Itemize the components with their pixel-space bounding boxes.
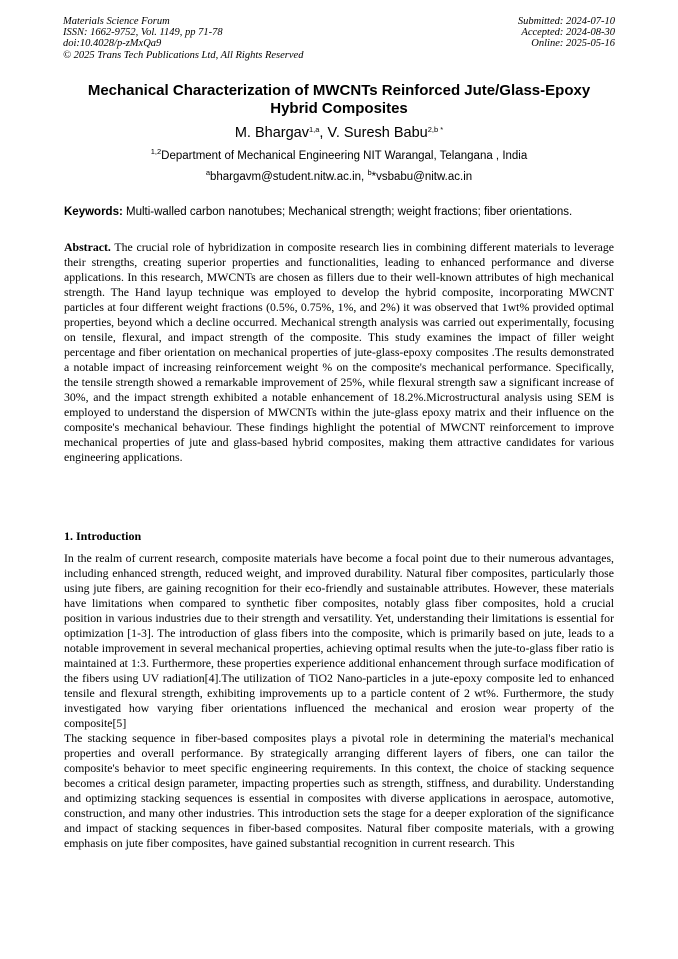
author-emails [0, 170, 678, 184]
email-b: *vsbabu@nitw.ac.in [371, 171, 473, 183]
author-1-affiliation-mark: 1,a [308, 125, 320, 134]
submitted-date: Submitted: 2024-07-10 [517, 16, 615, 27]
keywords-label: Keywords: [64, 206, 123, 218]
introduction-paragraph-1: In the realm of current research, composite materials have become a focal point due to their numerous advantages, including enhanced strength, reduced weight, and improved durability. Natural fiber composites, particularly those using jute fibers, are gaining recognition for their eco-friendly and sustainable attributes. However, these materials have limitations when compared to synthetic fiber composites, notably glass fiber composites, hold a crucial position in various industries due to their strength and versatility. Yet, understanding their limitations is essential for optimization [1-3]. The introduction of glass fibers into the composite, which is primarily based on jute, leads to a notable improvement in several mechanical properties, achieving optimal results when the jute-to-glass fiber ratio is maintained at 1:3. Furthermore, these properties experience additional enhancement through surface modification of the fibers using UV radiation[4].The utilization of TiO2 Nano-particles in a jute-epoxy composite led to enhanced tensile and flexural strength, exhibiting improvements up to a particle content of 2 wt%. Furthermore, the study investigated how varying fiber orientations influenced the mechanical and erosion wear property of the composite[5] [64, 551, 614, 730]
author-2-affiliation-mark: 2,b * [427, 125, 444, 134]
keywords-text: Multi-walled carbon nanotubes; Mechanical strength; weight fractions; fiber orientations. [122, 206, 573, 218]
journal-header-right [518, 16, 615, 50]
abstract [64, 240, 614, 465]
introduction-paragraph-2: The stacking sequence in fiber-based composites plays a pivotal role in determining the material's mechanical properties and overall performance. By strategically arranging different layers of fibers, one can tailor the composite's behavior to meet specific engineering requirements. In this context, the choice of stacking sequence becomes a critical design parameter, impacting properties such as strength, stiffness, and durability. Understanding and optimizing stacking sequences is essential in composites with diverse applications in aerospace, automotive, construction, and many other industries. This introduction sets the stage for a deeper exploration of the significance and impact of stacking sequences in fiber-based composites. Natural fiber composite materials, with a growing emphasis on jute fiber composites, have gained substantial recognition in current research. This [64, 731, 614, 850]
paper-title [50, 82, 628, 118]
abstract-label: Abstract. [64, 240, 111, 254]
article-doi: doi:10.4028/p-zMxQa9 [63, 38, 162, 50]
affiliation-text: Department of Mechanical Engineering NIT Warangal, Telangana , India [161, 150, 528, 162]
copyright-line: © 2025 Trans Tech Publications Ltd, All Rights Reserved [63, 49, 304, 61]
keywords [64, 205, 624, 219]
accepted-date: Accepted: 2024-08-30 [521, 27, 615, 39]
affiliation-mark: 1,2 [150, 147, 162, 156]
author-separator: , [319, 125, 328, 141]
affiliation [0, 149, 678, 163]
journal-issn: ISSN: 1662-9752, Vol. 1149, pp 71-78 [63, 27, 223, 39]
journal-name: Materials Science Forum [63, 16, 170, 27]
author-1-name: M. Bhargav [234, 125, 309, 141]
journal-header-left [63, 16, 303, 61]
author-2-name: V. Suresh Babu [327, 125, 428, 141]
introduction-body [64, 551, 614, 851]
online-date: Online: 2025-05-16 [531, 38, 615, 50]
abstract-text: The crucial role of hybridization in composite research lies in combining different materials to leverage their strengths, creating superior properties and functionalities, leading to enhanced performance and diverse applications. In this research, MWCNTs are chosen as fillers due to their well-known attributes of high mechanical strength. The Hand layup technique was employed to develop the hybrid composite, incorporating MWCNT particles at four different weight fractions (0.5%, 0.75%, 1%, and 2%) it was observed that 1wt% provided optimal properties, beyond which a decline occurred. Mechanical strength analysis was carried out experimentally, focusing on tensile, flexural, and impact strength of the composite. This study examines the impact of filler weight percentage and fiber orientation on mechanical properties of jute-glass-epoxy composites .The results demonstrated a notable impact of increasing reinforcement weight % on the composite's mechanical performance. Specifically, the tensile strength showed a remarkable improvement of 25%, while flexural strength saw a significant increase of 30%, and the impact strength exhibited a notable enhancement of 18.2%.Microstructural analysis using SEM is employed to understand the dispersion of MWCNTs within the jute-glass epoxy matrix and their influence on the composite's mechanical behaviour. These findings highlight the potential of MWCNT reinforcement to improve mechanical properties of jute and glass-based hybrid composites, making them attractive candidates for various engineering applications. [64, 240, 614, 464]
email-b-mark: b [367, 168, 372, 177]
email-a: bhargavm@student.nitw.ac.in, [210, 171, 368, 183]
email-a-mark: a [205, 168, 210, 177]
author-list [0, 124, 678, 142]
paper-title-line-2: Hybrid Composites [270, 100, 408, 117]
paper-title-line-1: Mechanical Characterization of MWCNTs Reinforced Jute/Glass-Epoxy [87, 82, 591, 99]
introduction-heading: 1. Introduction [64, 529, 142, 543]
